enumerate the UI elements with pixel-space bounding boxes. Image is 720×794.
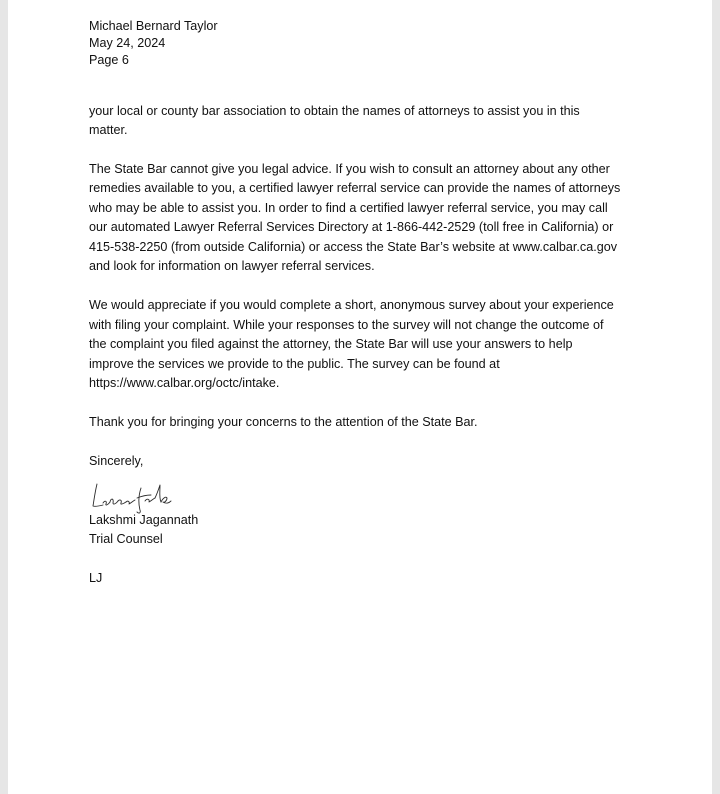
typist-initials: LJ (89, 571, 103, 585)
letter-date: May 24, 2024 (89, 36, 166, 50)
signer-title: Trial Counsel (89, 532, 163, 546)
body-line: matter. (89, 123, 128, 137)
body-line: The State Bar cannot give you legal advice. If you wish to consult an attorney about any other (89, 162, 610, 176)
body-line: the complaint you filed against the attorney, the State Bar will use your answers to help (89, 337, 573, 351)
closing-salutation: Sincerely, (89, 454, 144, 468)
body-line: with filing your complaint. While your responses to the survey will not change the outcome of (89, 318, 604, 332)
recipient-name: Michael Bernard Taylor (89, 19, 218, 33)
body-line: and look for information on lawyer referral services. (89, 259, 375, 273)
body-line: who may be able to assist you. In order to find a certified lawyer referral service, you may call (89, 201, 608, 215)
body-line: Thank you for bringing your concerns to the attention of the State Bar. (89, 415, 478, 429)
body-line: 415-538-2250 (from outside California) or access the State Bar’s website at www.calbar.ca.gov (89, 240, 618, 254)
body-line: We would appreciate if you would complete a short, anonymous survey about your experience (89, 298, 614, 312)
body-line: our automated Lawyer Referral Services Directory at 1-866-442-2529 (toll free in California) or (89, 220, 614, 234)
signer-name: Lakshmi Jagannath (89, 513, 199, 527)
handwritten-signature (89, 476, 173, 516)
body-line: improve the services we provide to the public. The survey can be found at (89, 357, 500, 371)
letter-page (8, 0, 712, 794)
page-number: Page 6 (89, 53, 129, 67)
body-line: your local or county bar association to obtain the names of attorneys to assist you in this (89, 104, 580, 118)
survey-link: https://www.calbar.org/octc/intake. (89, 376, 280, 390)
body-line: remedies available to you, a certified lawyer referral service can provide the names of attorneys (89, 181, 621, 195)
